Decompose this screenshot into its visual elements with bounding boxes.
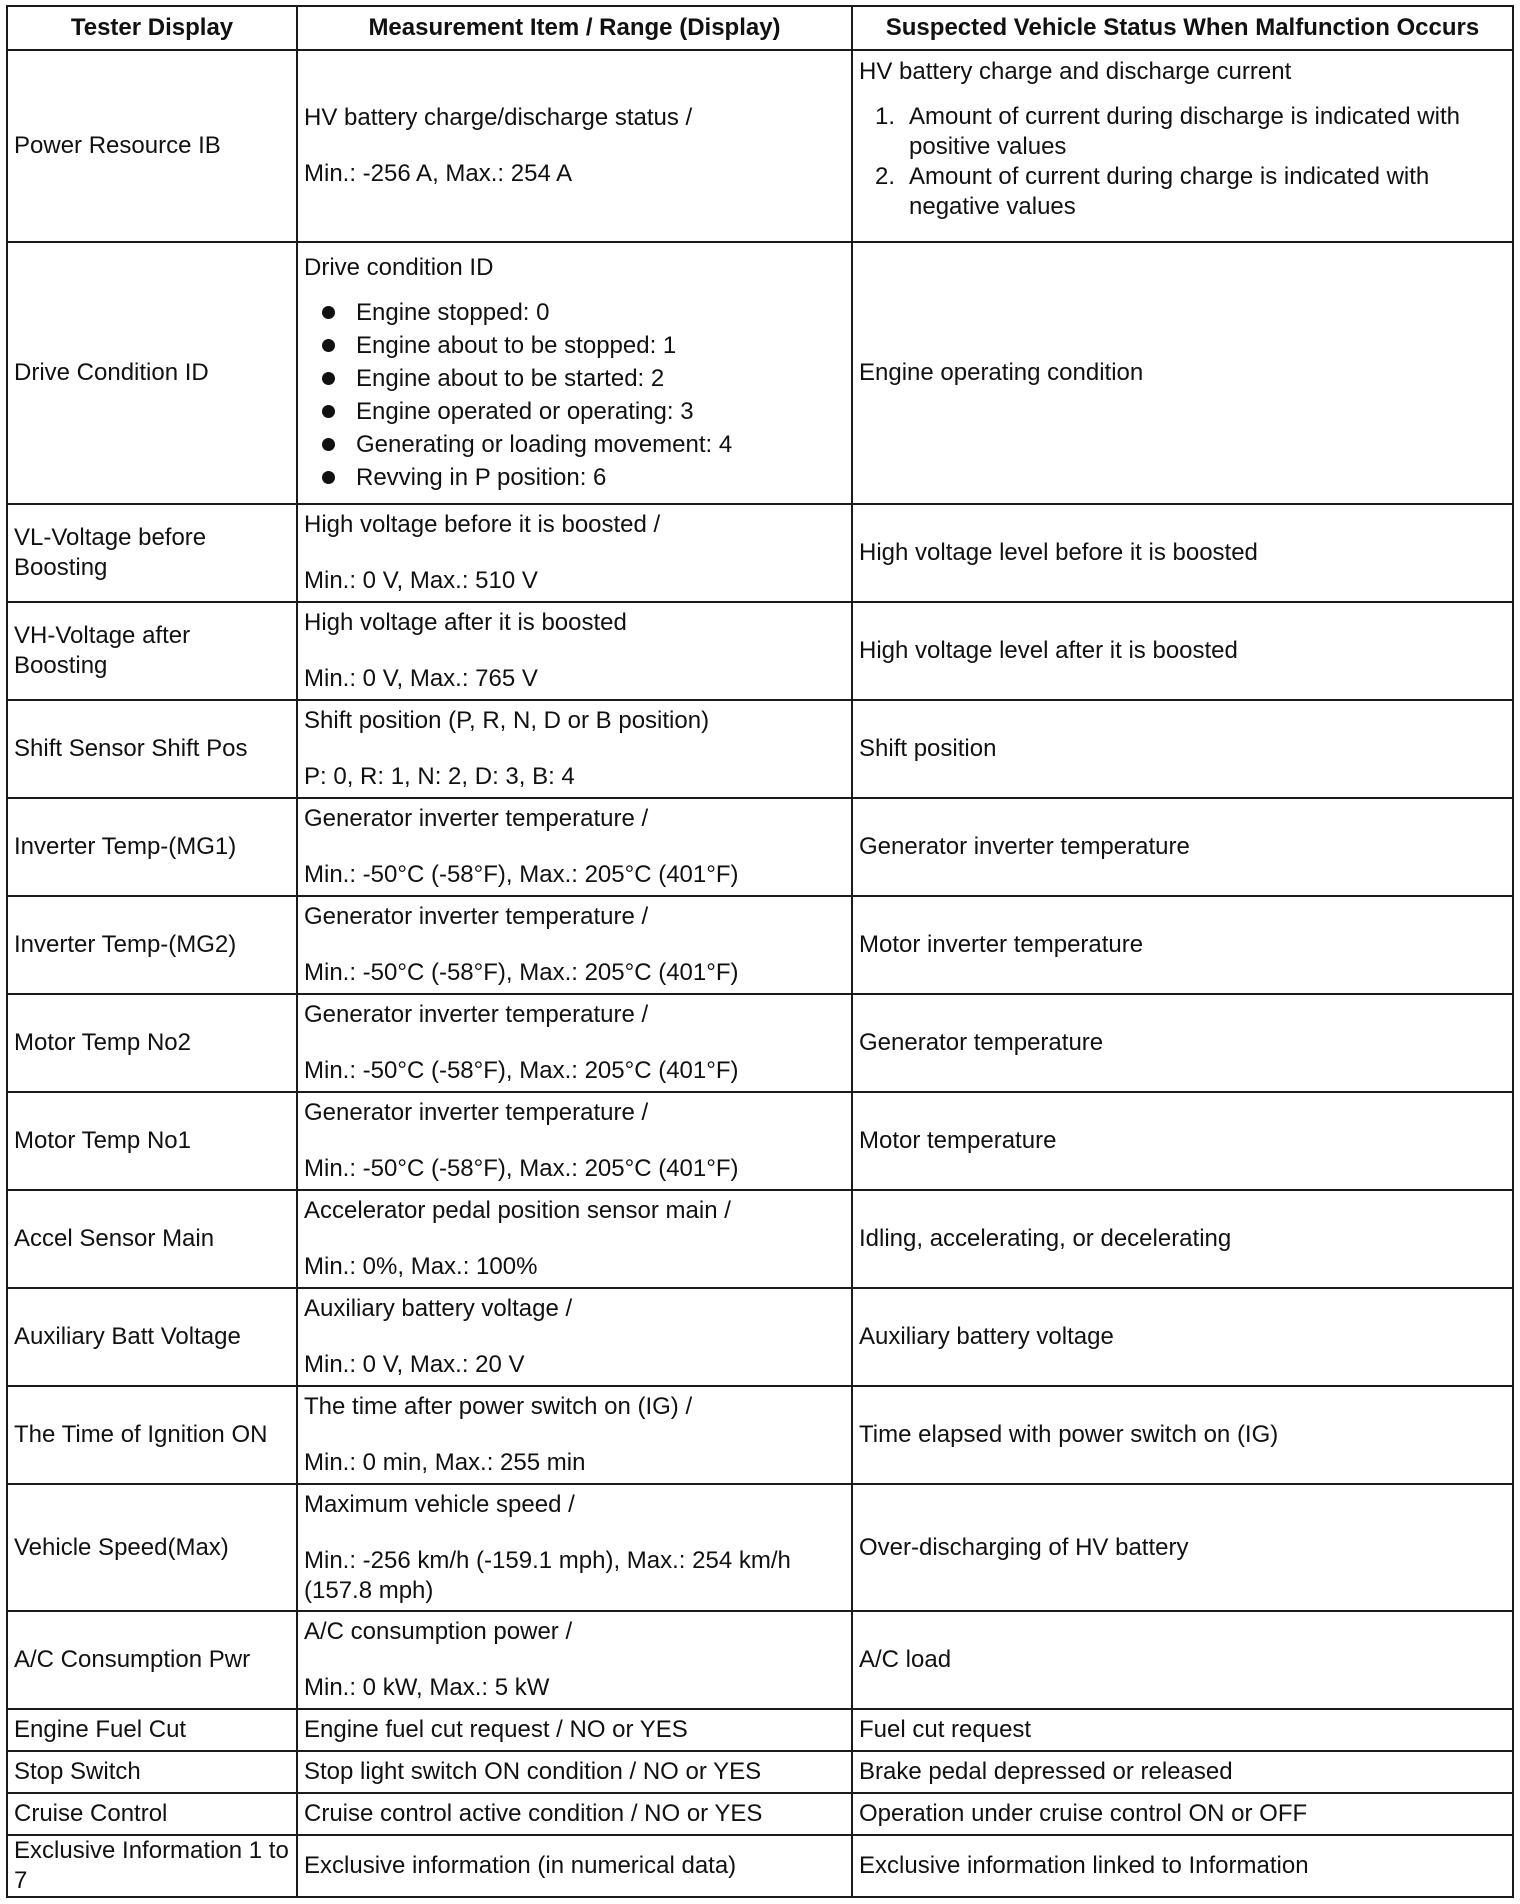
measurement-range: Min.: 0 V, Max.: 20 V (304, 1351, 525, 1378)
measurement-item: Generator inverter temperature / (304, 903, 649, 930)
measurement-cell (297, 504, 852, 602)
measurement-range: Min.: 0 kW, Max.: 5 kW (304, 1674, 550, 1701)
table-row (7, 1611, 1513, 1709)
measurement-cell (297, 1386, 852, 1484)
tester-display-cell: Power Resource IB (7, 50, 297, 242)
list-item (318, 395, 845, 428)
header-suspected-status: Suspected Vehicle Status When Malfunction Occurs (852, 6, 1513, 50)
tester-display-cell: VL-Voltage before Boosting (7, 504, 297, 602)
measurement-cell (297, 994, 852, 1092)
measurement-item: Generator inverter temperature / (304, 805, 649, 832)
status-numbered-list (859, 102, 1506, 222)
table-row (7, 602, 1513, 700)
list-item-text: Engine about to be stopped: 1 (356, 331, 677, 359)
measurement-item: Generator inverter temperature / (304, 1001, 649, 1028)
tester-display-cell: Inverter Temp-(MG1) (7, 798, 297, 896)
measurement-item: A/C consumption power / (304, 1618, 573, 1645)
measurement-range: Min.: 0 V, Max.: 510 V (304, 567, 538, 594)
list-number: 1. (875, 103, 896, 130)
tester-display-cell: Stop Switch (7, 1751, 297, 1793)
status-intro: HV battery charge and discharge current (859, 58, 1292, 85)
measurement-range: Min.: 0 min, Max.: 255 min (304, 1449, 586, 1476)
data-list-table (6, 5, 1514, 1898)
measurement-cell (297, 700, 852, 798)
table-row (7, 50, 1513, 242)
tester-display-cell: Vehicle Speed(Max) (7, 1484, 297, 1611)
measurement-range: Min.: -50°C (-58°F), Max.: 205°C (401°F) (304, 1155, 739, 1182)
list-item (859, 102, 1506, 162)
measurement-cell (297, 798, 852, 896)
status-cell: Operation under cruise control ON or OFF (852, 1793, 1513, 1835)
measurement-cell: Engine fuel cut request / NO or YES (297, 1709, 852, 1751)
status-cell: Motor inverter temperature (852, 896, 1513, 994)
status-cell: Generator inverter temperature (852, 798, 1513, 896)
tester-display-cell: Shift Sensor Shift Pos (7, 700, 297, 798)
list-item-text: Engine about to be started: 2 (356, 364, 665, 392)
tester-display-cell: Drive Condition ID (7, 242, 297, 504)
status-cell: Auxiliary battery voltage (852, 1288, 1513, 1386)
table-row (7, 700, 1513, 798)
measurement-cell (297, 50, 852, 242)
list-item-text: Engine stopped: 0 (356, 298, 550, 326)
list-item-text: Engine operated or operating: 3 (356, 397, 694, 425)
table-row (7, 1288, 1513, 1386)
measurement-item: Auxiliary battery voltage / (304, 1295, 573, 1322)
table-row (7, 1386, 1513, 1484)
list-item (318, 296, 845, 329)
list-item-text: Amount of current during charge is indicated with negative values (909, 163, 1430, 220)
measurement-item: Shift position (P, R, N, D or B position) (304, 707, 710, 734)
measurement-cell (297, 896, 852, 994)
measurement-range: Min.: 0 V, Max.: 765 V (304, 665, 538, 692)
measurement-range: Min.: -50°C (-58°F), Max.: 205°C (401°F) (304, 959, 739, 986)
status-cell: Brake pedal depressed or released (852, 1751, 1513, 1793)
bullet-icon (322, 339, 335, 352)
list-number: 2. (875, 163, 896, 190)
table-row (7, 1484, 1513, 1611)
measurement-item: Drive condition ID (304, 253, 494, 281)
table-row (7, 1709, 1513, 1751)
bullet-icon (322, 438, 335, 451)
measurement-cell: Exclusive information (in numerical data) (297, 1835, 852, 1897)
table-row (7, 1751, 1513, 1793)
measurement-item: Accelerator pedal position sensor main / (304, 1197, 731, 1224)
tester-display-cell: Exclusive Information 1 to 7 (7, 1835, 297, 1897)
tester-display-cell: Motor Temp No2 (7, 994, 297, 1092)
measurement-item: Generator inverter temperature / (304, 1099, 649, 1126)
status-cell: High voltage level after it is boosted (852, 602, 1513, 700)
measurement-range: Min.: 0%, Max.: 100% (304, 1253, 538, 1280)
measurement-cell (297, 1190, 852, 1288)
tester-display-cell: Motor Temp No1 (7, 1092, 297, 1190)
table-row (7, 504, 1513, 602)
measurement-range: Min.: -256 A, Max.: 254 A (304, 160, 573, 187)
measurement-range: Min.: -50°C (-58°F), Max.: 205°C (401°F) (304, 861, 739, 888)
status-cell (852, 50, 1513, 242)
header-tester-display: Tester Display (7, 6, 297, 50)
table-row (7, 242, 1513, 504)
tester-display-cell: The Time of Ignition ON (7, 1386, 297, 1484)
list-item (318, 362, 845, 395)
measurement-cell (297, 602, 852, 700)
list-item (318, 428, 845, 461)
status-cell: Fuel cut request (852, 1709, 1513, 1751)
drive-condition-list (304, 296, 845, 494)
status-cell: High voltage level before it is boosted (852, 504, 1513, 602)
status-cell: Generator temperature (852, 994, 1513, 1092)
table-row (7, 1092, 1513, 1190)
measurement-range: Min.: -256 km/h (-159.1 mph), Max.: 254 km/h (157.8 mph) (304, 1546, 791, 1604)
bullet-icon (322, 405, 335, 418)
measurement-cell (297, 1092, 852, 1190)
measurement-cell: Cruise control active condition / NO or YES (297, 1793, 852, 1835)
tester-display-cell: Cruise Control (7, 1793, 297, 1835)
header-measurement-item: Measurement Item / Range (Display) (297, 6, 852, 50)
measurement-item: Maximum vehicle speed / (304, 1490, 575, 1518)
table-row (7, 896, 1513, 994)
table-body (7, 50, 1513, 1897)
list-item (318, 461, 845, 494)
table-row (7, 1190, 1513, 1288)
list-item (859, 162, 1506, 222)
table-row (7, 798, 1513, 896)
measurement-cell (297, 1288, 852, 1386)
bullet-icon (322, 306, 335, 319)
measurement-cell (297, 242, 852, 504)
bullet-icon (322, 471, 335, 484)
measurement-range: Min.: -50°C (-58°F), Max.: 205°C (401°F) (304, 1057, 739, 1084)
status-cell: Engine operating condition (852, 242, 1513, 504)
table-row (7, 994, 1513, 1092)
status-cell: Motor temperature (852, 1092, 1513, 1190)
status-cell: A/C load (852, 1611, 1513, 1709)
tester-display-cell: VH-Voltage after Boosting (7, 602, 297, 700)
tester-display-cell: Inverter Temp-(MG2) (7, 896, 297, 994)
status-cell: Shift position (852, 700, 1513, 798)
status-cell: Idling, accelerating, or decelerating (852, 1190, 1513, 1288)
list-item-text: Amount of current during discharge is indicated with positive values (909, 103, 1460, 160)
measurement-cell (297, 1611, 852, 1709)
measurement-item: The time after power switch on (IG) / (304, 1393, 693, 1420)
measurement-cell (297, 1484, 852, 1611)
table-header-row (7, 6, 1513, 50)
tester-display-cell: Accel Sensor Main (7, 1190, 297, 1288)
tester-display-cell: Auxiliary Batt Voltage (7, 1288, 297, 1386)
tester-display-cell: Engine Fuel Cut (7, 1709, 297, 1751)
measurement-range: P: 0, R: 1, N: 2, D: 3, B: 4 (304, 763, 575, 790)
tester-display-cell: A/C Consumption Pwr (7, 1611, 297, 1709)
measurement-item: HV battery charge/discharge status / (304, 104, 693, 131)
table-row (7, 1835, 1513, 1897)
status-cell: Exclusive information linked to Information (852, 1835, 1513, 1897)
table-row (7, 1793, 1513, 1835)
measurement-item: High voltage after it is boosted (304, 609, 627, 636)
status-cell: Over-discharging of HV battery (852, 1484, 1513, 1611)
list-item (318, 329, 845, 362)
bullet-icon (322, 372, 335, 385)
list-item-text: Revving in P position: 6 (356, 463, 607, 491)
status-cell: Time elapsed with power switch on (IG) (852, 1386, 1513, 1484)
measurement-item: High voltage before it is boosted / (304, 511, 661, 538)
list-item-text: Generating or loading movement: 4 (356, 430, 733, 458)
measurement-cell: Stop light switch ON condition / NO or YES (297, 1751, 852, 1793)
